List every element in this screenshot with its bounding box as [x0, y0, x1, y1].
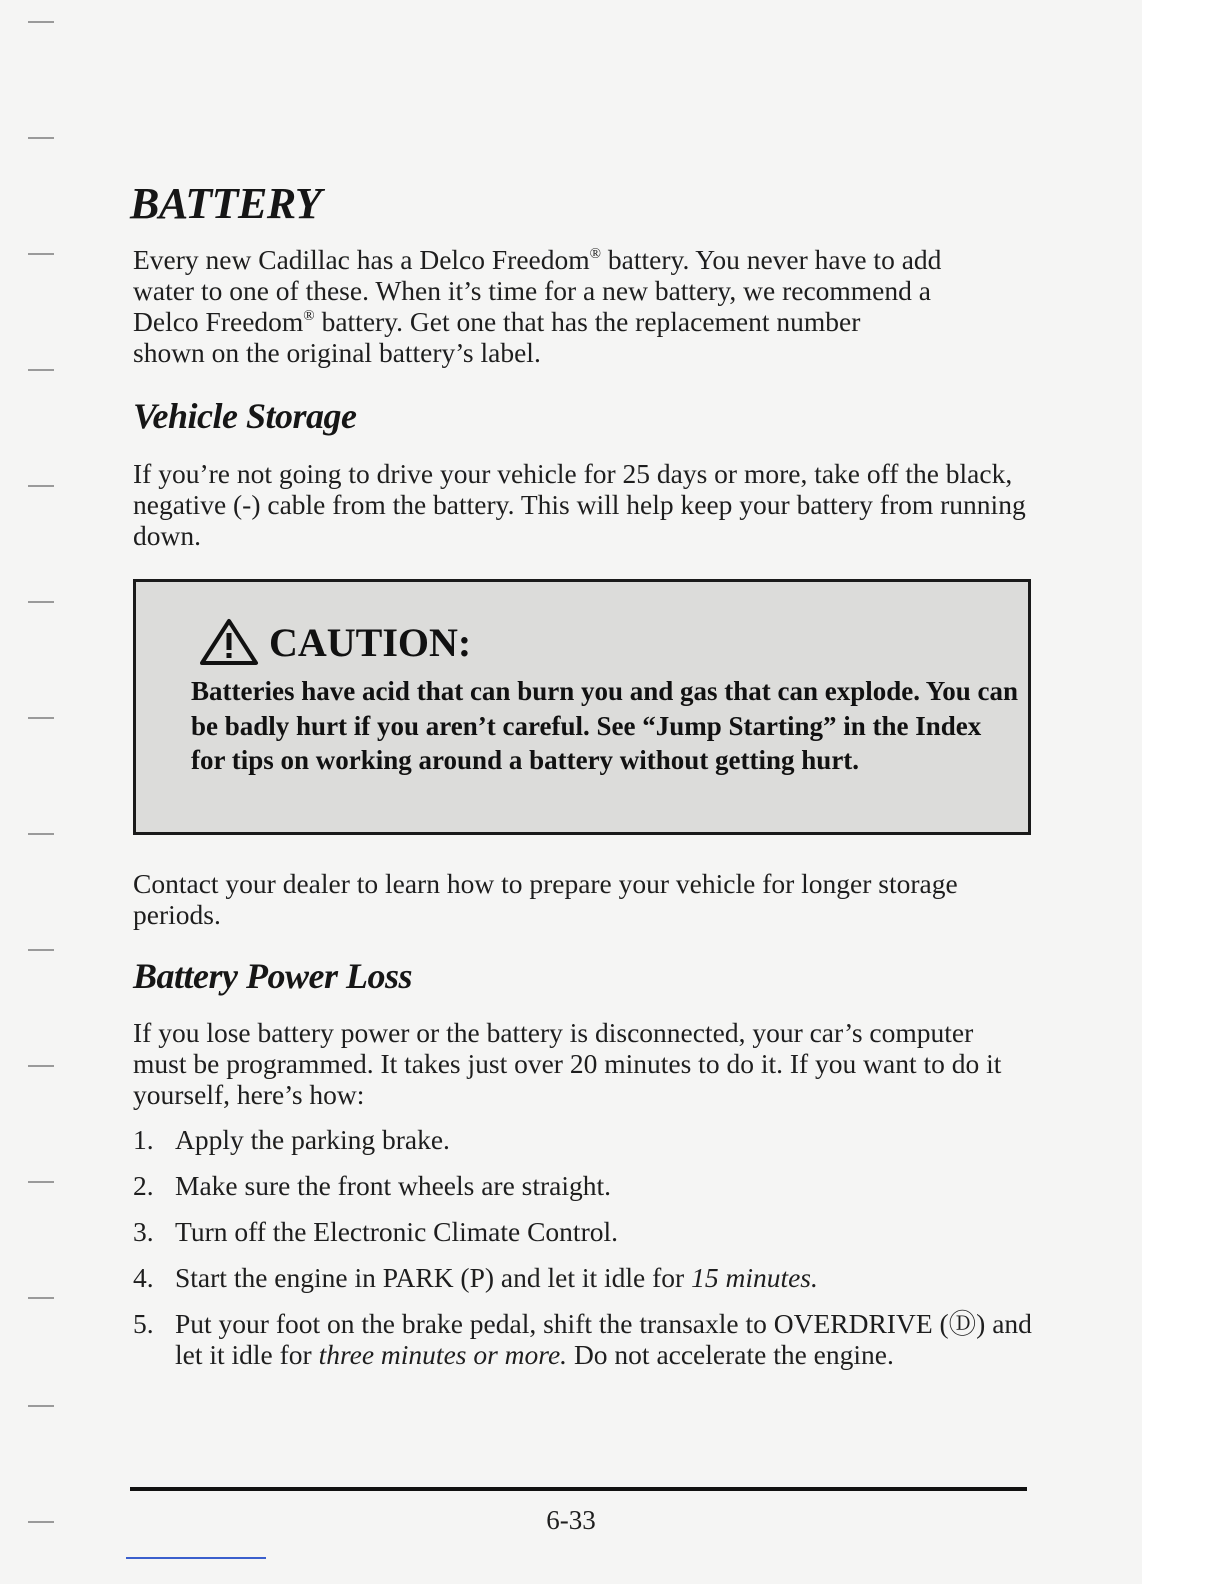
- margin-tick: [28, 137, 54, 139]
- step-text: Start the engine in PARK (P) and let it idle for: [175, 1262, 692, 1293]
- step-text: Apply the parking brake.: [175, 1124, 450, 1155]
- margin-tick: [28, 1297, 54, 1299]
- step-emphasis: three minutes or more.: [318, 1339, 568, 1370]
- intro-line-1a: Every new Cadillac has a Delco Freedom: [133, 244, 590, 275]
- page-title: BATTERY: [130, 179, 322, 228]
- margin-tick: [28, 369, 54, 371]
- power-loss-paragraph: If you lose battery power or the battery is disconnected, your car’s computer must be programmed. It takes just over 20 minutes to do it. If you want to do it yourself, here’s how:: [133, 1017, 1002, 1110]
- step-number: 4.: [133, 1262, 154, 1293]
- step-text: Do not accelerate the engine.: [567, 1339, 894, 1370]
- list-item: [133, 1216, 1033, 1247]
- steps-list: [133, 1124, 1033, 1385]
- caution-text: Batteries have acid that can burn you and gas that can explode. You can be badly hurt if you aren’t careful. See “Jump Starting” in the Index for tips on working around a battery without getting hurt.: [191, 676, 1019, 775]
- step-text: Make sure the front wheels are straight.: [175, 1170, 612, 1201]
- margin-tick: [28, 949, 54, 951]
- margin-tick: [28, 1405, 54, 1407]
- margin-tick: [28, 485, 54, 487]
- margin-tick: [28, 601, 54, 603]
- step-number: 3.: [133, 1216, 154, 1247]
- step-text: ) and let it idle for: [175, 1308, 1032, 1370]
- margin-tick: [28, 833, 54, 835]
- caution-title: CAUTION:: [269, 619, 472, 665]
- list-item: [133, 1308, 1033, 1370]
- intro-line-3b: battery. Get one that has the replacement number: [314, 306, 861, 337]
- intro-paragraph: [133, 244, 1038, 368]
- intro-line-4: shown on the original battery’s label.: [133, 337, 541, 368]
- step-number: 1.: [133, 1124, 154, 1155]
- caution-box: [133, 579, 1031, 835]
- registered-mark: ®: [589, 246, 602, 262]
- list-item: [133, 1262, 1033, 1293]
- margin-tick: [28, 717, 54, 719]
- margin-tick: [28, 1065, 54, 1067]
- battery-power-loss-heading: Battery Power Loss: [133, 956, 412, 996]
- warning-triangle-icon: [199, 618, 259, 666]
- intro-line-1b: battery. You never have to add: [601, 244, 942, 275]
- step-text: Put your foot on the brake pedal, shift the transaxle to OVERDRIVE (: [175, 1308, 949, 1339]
- list-item: [133, 1170, 1033, 1201]
- margin-tick: [28, 21, 54, 23]
- intro-line-2: water to one of these. When it’s time for a new battery, we recommend a: [133, 275, 931, 306]
- step-text: Turn off the Electronic Climate Control.: [175, 1216, 618, 1247]
- caution-header: [199, 618, 471, 666]
- contact-paragraph: Contact your dealer to learn how to prepare your vehicle for longer storage periods.: [133, 868, 958, 930]
- intro-line-3a: Delco Freedom: [133, 306, 304, 337]
- registered-mark: ®: [303, 308, 315, 324]
- footer-rule: [130, 1487, 1027, 1491]
- bottom-link-line: [126, 1557, 266, 1559]
- page-number: 6-33: [546, 1505, 596, 1535]
- step-emphasis: 15 minutes.: [691, 1262, 818, 1293]
- margin-tick: [28, 253, 54, 255]
- step-number: 5.: [133, 1308, 154, 1339]
- step-number: 2.: [133, 1170, 154, 1201]
- vehicle-storage-paragraph: If you’re not going to drive your vehicle for 25 days or more, take off the black, negative (-) cable from the battery. This will help keep your battery from running down.: [133, 458, 1026, 551]
- list-item: [133, 1124, 1033, 1155]
- margin-tick: [28, 1181, 54, 1183]
- overdrive-symbol-icon: Ⓓ: [948, 1308, 977, 1339]
- vehicle-storage-heading: Vehicle Storage: [133, 396, 357, 436]
